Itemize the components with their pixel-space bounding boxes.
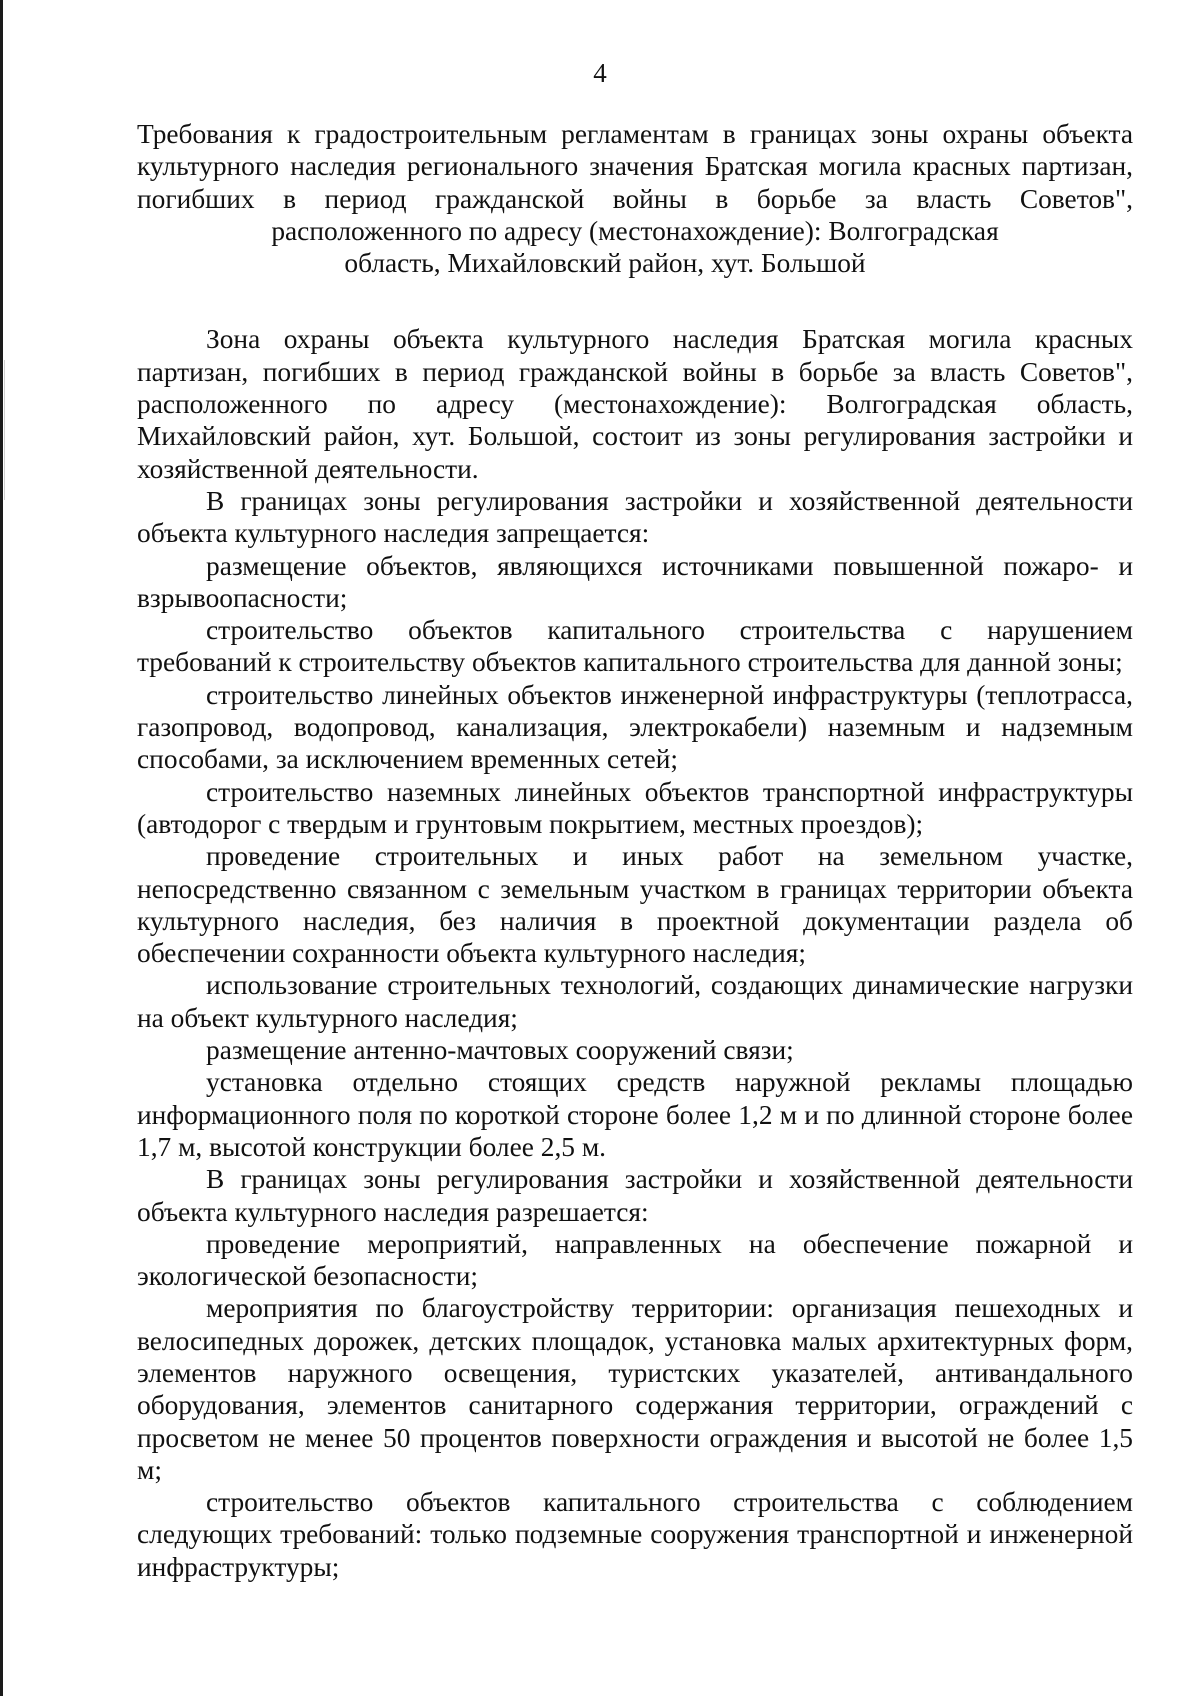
paragraph-permitted-landscaping: мероприятия по благоустройству территории: организация пешеходных и велосипедных дорожек, детских площадок, установка малых архитектурных форм, элементов наружного освещения, туристских указателей, антивандального оборудования, элементов санитарного содержания территории, ограждений с просветом не менее 50 процентов поверхности ограждения и высотой не более 1,5 м; bbox=[137, 1293, 1133, 1485]
paragraph-prohibited-antenna: размещение антенно-мачтовых сооружений связи; bbox=[206, 1035, 794, 1066]
paragraph-permitted-intro: В границах зоны регулирования застройки и хозяйственной деятельности объекта культурного наследия разрешается: bbox=[137, 1164, 1133, 1227]
paragraph-prohibited-dynamic-loads: использование строительных технологий, создающих динамические нагрузки на объект культурного наследия; bbox=[137, 970, 1133, 1033]
paragraph-permitted-underground: строительство объектов капитального строительства с соблюдением следующих требований: только подземные сооружения транспортной и инженерной инфраструктуры; bbox=[137, 1487, 1133, 1582]
paragraph-permitted-safety: проведение мероприятий, направленных на обеспечение пожарной и экологической безопасности; bbox=[137, 1228, 1133, 1292]
title-spacer bbox=[137, 279, 1133, 323]
paragraph-prohibited-capital-construction: строительство объектов капитального строительства с нарушением требований к строительству объектов капитального строительства для данной зоны; bbox=[137, 615, 1133, 678]
document-title-last-line: область, Михайловский район, хут. Большой bbox=[344, 248, 866, 279]
paragraph-prohibited-engineering-lines: строительство линейных объектов инженерной инфраструктуры (теплотрасса, газопровод, водопровод, канализация, электрокабели) наземным и надземным способами, за исключением временных сетей; bbox=[137, 679, 1133, 775]
document-body bbox=[137, 118, 1133, 1583]
paragraph-prohibited-works: проведение строительных и иных работ на земельном участке, непосредственно связанном с земельным участком в границах территории объекта культурного наследия, без наличия в проектной документации раздела об обеспечении сохранности объекта культурного наследия; bbox=[137, 841, 1133, 969]
page-number: 4 bbox=[593, 58, 607, 88]
scan-edge-mark bbox=[4, 360, 5, 500]
document-title-main: Требования к градостроительным регламентам в границах зоны охраны объекта культурного наследия регионального значения Братская могила красных партизан, погибших в период гражданской войны в борьбе за власть Советов", расположенного по адресу (местонахождение): Волгоградская bbox=[137, 119, 1133, 246]
paragraph-prohibited-fire-hazard: размещение объектов, являющихся источниками повышенной пожаро- и взрывоопасности; bbox=[137, 550, 1133, 613]
paragraph-zone-composition: Зона охраны объекта культурного наследия Братская могила красных партизан, погибших в период гражданской войны в борьбе за власть Советов", расположенного по адресу (местонахождение): Волгоградская область, Михайловский район, хут. Большой, состоит из зоны регулирования застройки и хозяйственной деятельности. bbox=[137, 324, 1133, 484]
paragraph-prohibited-advertising: установка отдельно стоящих средств наружной рекламы площадью информационного поля по короткой стороне более 1,2 м и по длинной стороне более 1,7 м, высотой конструкции более 2,5 м. bbox=[137, 1067, 1133, 1162]
scan-edge-shadow bbox=[0, 0, 3, 1696]
paragraph-prohibited-intro: В границах зоны регулирования застройки и хозяйственной деятельности объекта культурного наследия запрещается: bbox=[137, 485, 1133, 549]
paragraph-prohibited-transport-lines: строительство наземных линейных объектов транспортной инфраструктуры (автодорог с твердым и грунтовым покрытием, местных проездов); bbox=[137, 776, 1133, 839]
document-title bbox=[137, 118, 1133, 279]
